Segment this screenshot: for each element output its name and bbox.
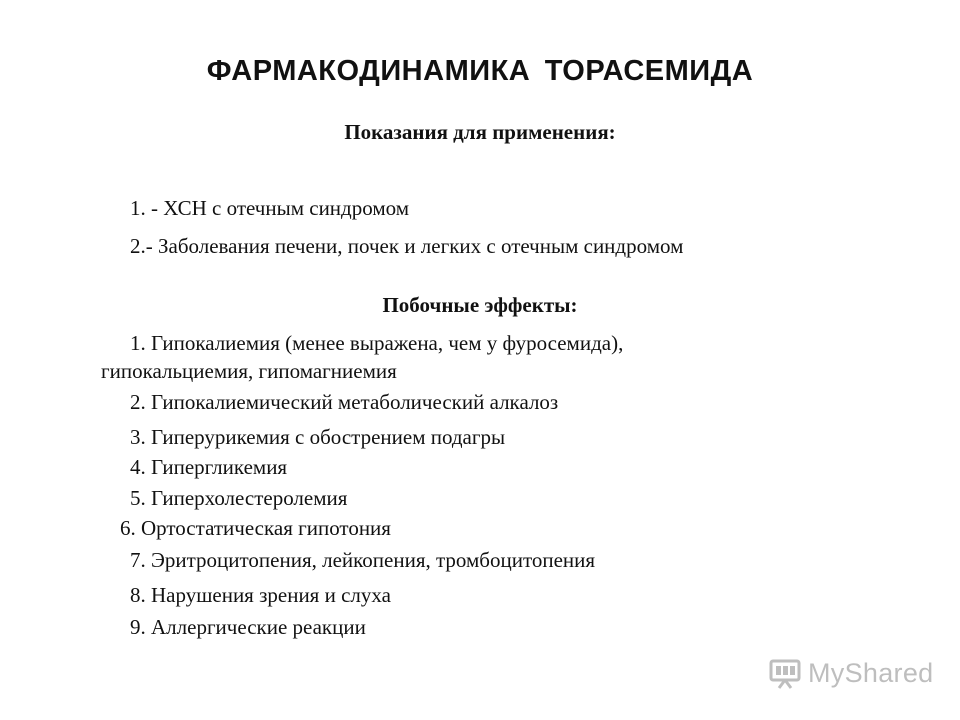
slide-title: ФАРМАКОДИНАМИКА ТОРАСЕМИДА xyxy=(206,55,754,87)
side-effect-item-8: 8. Нарушения зрения и слуха xyxy=(130,583,391,607)
side-effect-item-2: 2. Гипокалиемический метаболический алкалоз xyxy=(130,390,559,414)
indication-item-2: 2.- Заболевания печени, почек и легких с отечным синдромом xyxy=(130,234,684,258)
side-effect-item-4: 4. Гипергликемия xyxy=(130,455,288,479)
side-effect-item-5: 5. Гиперхолестеролемия xyxy=(130,486,348,510)
presentation-board-icon xyxy=(768,656,802,690)
side-effect-item-1-continued: гипокальциемия, гипомагниемия xyxy=(101,359,397,383)
side-effect-item-1: 1. Гипокалиемия (менее выражена, чем у фуросемида), xyxy=(130,331,624,355)
side-effects-heading: Побочные эффекты: xyxy=(382,293,578,317)
side-effect-item-9: 9. Аллергические реакции xyxy=(130,615,366,639)
watermark-logo xyxy=(768,656,933,690)
watermark-text: MyShared xyxy=(808,657,934,688)
side-effect-item-3: 3. Гиперурикемия с обострением подагры xyxy=(130,425,506,449)
side-effect-item-7: 7. Эритроцитопения, лейкопения, тромбоцитопения xyxy=(130,548,596,572)
indication-item-1: 1. - ХСН с отечным синдромом xyxy=(130,196,410,220)
indications-heading: Показания для применения: xyxy=(344,120,616,144)
side-effect-item-6: 6. Ортостатическая гипотония xyxy=(120,516,391,540)
